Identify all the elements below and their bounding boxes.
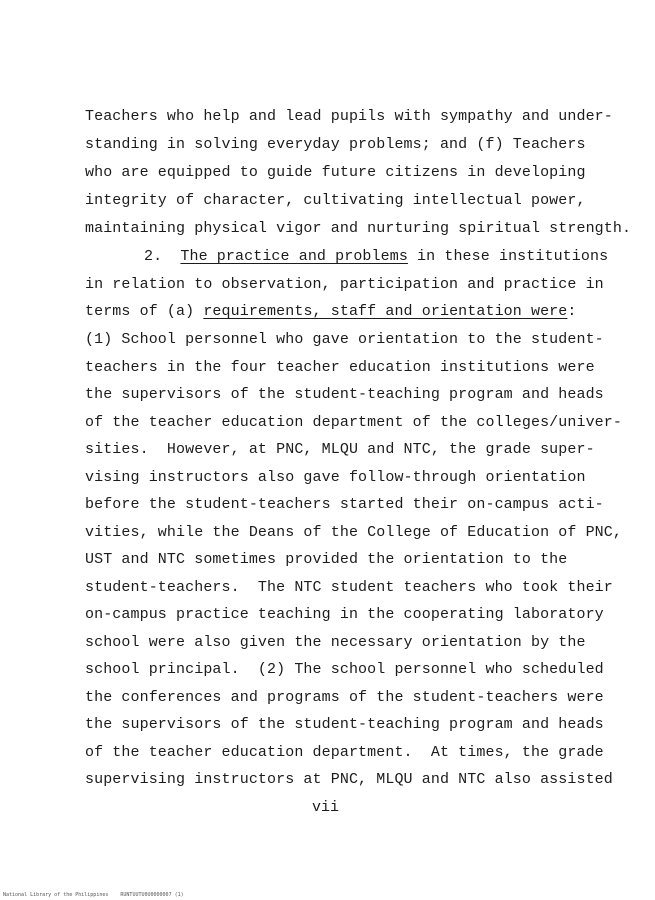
text-line: student-teachers. The NTC student teachers who took their [85,579,613,596]
text-line: the supervisors of the student-teaching program and heads [85,716,604,733]
text-line: maintaining physical vigor and nurturing spiritual strength. [85,220,632,237]
text-line: school principal. (2) The school personnel who scheduled [85,661,604,678]
text-line: Teachers who help and lead pupils with sympathy and under- [85,108,613,125]
text-line: the supervisors of the student-teaching program and heads [85,386,604,403]
text-line: of the teacher education department of the colleges/univer- [85,414,622,431]
text-run: terms of (a) [85,303,204,320]
text-line: school were also given the necessary orientation by the [85,634,586,651]
text-line: supervising instructors at PNC, MLQU and NTC also assisted [85,771,613,788]
text-line: of the teacher education department. At times, the grade [85,744,604,761]
archive-footer: National Library of the Philippines RUNTUUTU0U0000007 (1) [3,892,184,898]
item-number: 2. [144,248,163,265]
text-line: vities, while the Deans of the College of Education of PNC, [85,524,622,541]
text-line: (1) School personnel who gave orientation to the student- [85,331,604,348]
text-line: the conferences and programs of the student-teachers were [85,689,604,706]
text-line [85,303,577,321]
text-line: before the student-teachers started their on-campus acti- [85,496,604,513]
page-number: vii [312,799,340,816]
text-line: standing in solving everyday problems; and (f) Teachers [85,136,586,153]
text-line: vising instructors also gave follow-through orientation [85,469,586,486]
text-line: sities. However, at PNC, MLQU and NTC, the grade super- [85,441,595,458]
underlined-phrase: requirements, staff and orientation were [203,303,568,320]
text-line: who are equipped to guide future citizens in developing [85,164,586,181]
text-line: in relation to observation, participation and practice in [85,276,604,293]
text-line: UST and NTC sometimes provided the orientation to the [85,551,568,568]
text-run: in these institutions [407,248,609,265]
text-run: : [567,303,577,320]
text-line: teachers in the four teacher education institutions were [85,359,595,376]
item-2-heading-line [144,248,608,266]
text-line: integrity of character, cultivating intellectual power, [85,192,586,209]
underlined-phrase: The practice and problems [180,248,408,265]
text-line: on-campus practice teaching in the cooperating laboratory [85,606,604,623]
